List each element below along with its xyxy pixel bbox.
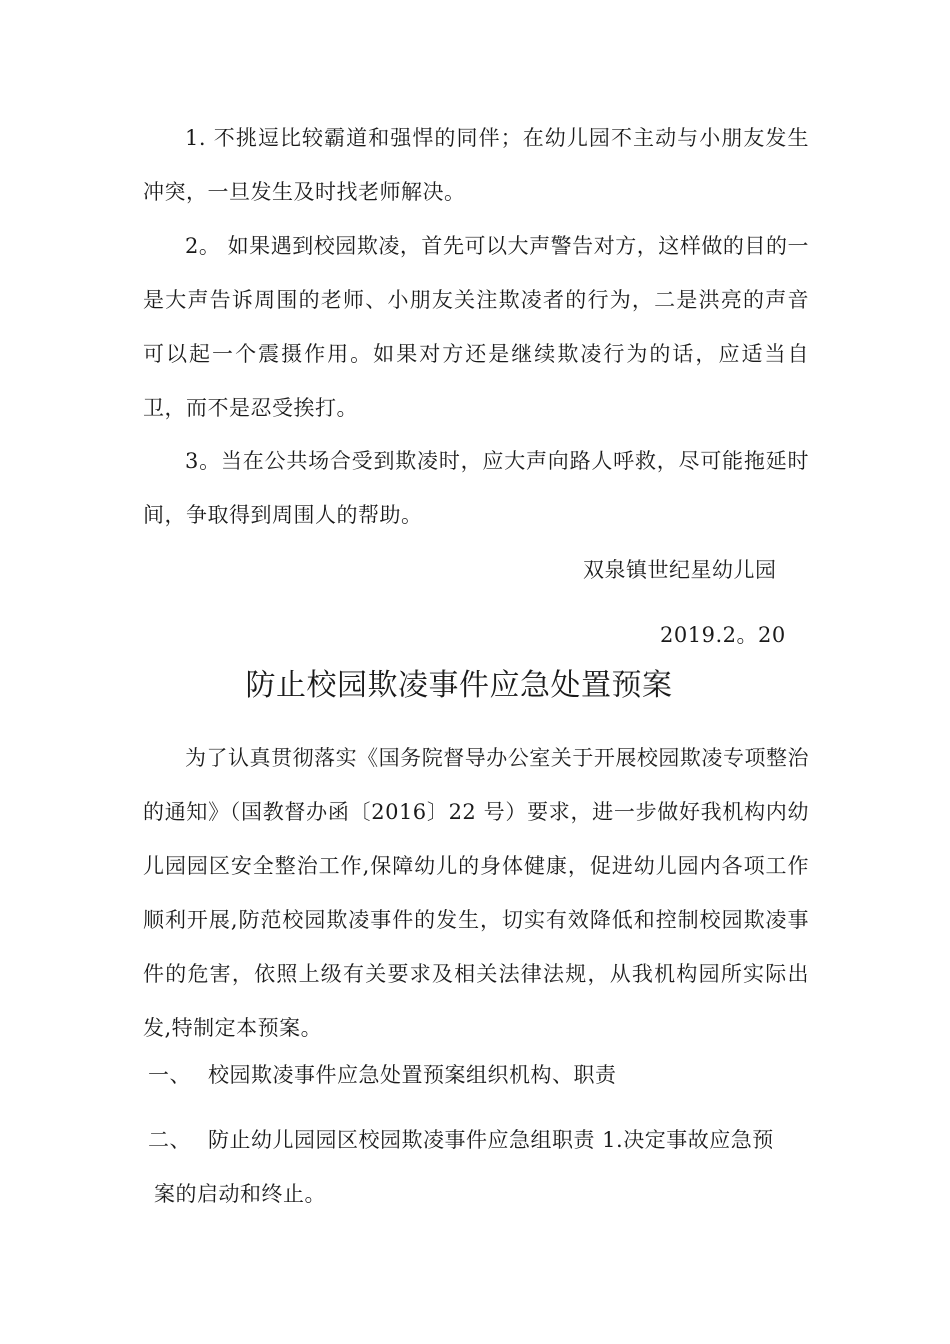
paragraph-item-3: 3。当在公共场合受到欺凌时，应大声向路人呼救，尽可能拖延时间，争取得到周围人的帮助。 [143,449,809,527]
section-text: 校园欺凌事件应急处置预案组织机构、职责 [208,1063,617,1087]
paragraph-item-1: 1. 不挑逗比较霸道和强悍的同伴；在幼儿园不主动与小朋友发生冲突，一旦发生及时找老师解决。 [143,126,809,204]
intro-paragraph: 为了认真贯彻落实《国务院督导办公室关于开展校园欺凌专项整治的通知》（国教督办函〔2016〕22 号）要求，进一步做好我机构内幼儿园园区安全整治工作,保障幼儿的身体健康，促进幼儿园内各项工作顺利开展,防范校园欺凌事件的发生，切实有效降低和控制校园欺凌事件的危害，依照上级有关要求及相关法律法规，从我机构园所实际出发,特制定本预案。 [143,746,809,1040]
section-number: 一、 [148,1063,191,1087]
section-text-continuation: 案的启动和终止。 [154,1182,326,1206]
section-heading-2 [148,1113,813,1221]
section-number: 二、 [148,1128,191,1152]
section-heading-1 [148,1048,813,1102]
paragraph-item-2: 2。 如果遇到校园欺凌，首先可以大声警告对方，这样做的目的一是大声告诉周围的老师、小朋友关注欺凌者的行为，二是洪亮的声音可以起一个震摄作用。如果对方还是继续欺凌行为的话，应适当自卫，而不是忍受挨打。 [143,234,809,420]
signature-date: 2019.2。20 [660,623,786,647]
section-text: 防止幼儿园园区校园欺凌事件应急组职责 1.决定事故应急预 [208,1128,774,1152]
signature-organization: 双泉镇世纪星幼儿园 [583,558,777,582]
document-title: 防止校园欺凌事件应急处置预案 [245,668,673,703]
